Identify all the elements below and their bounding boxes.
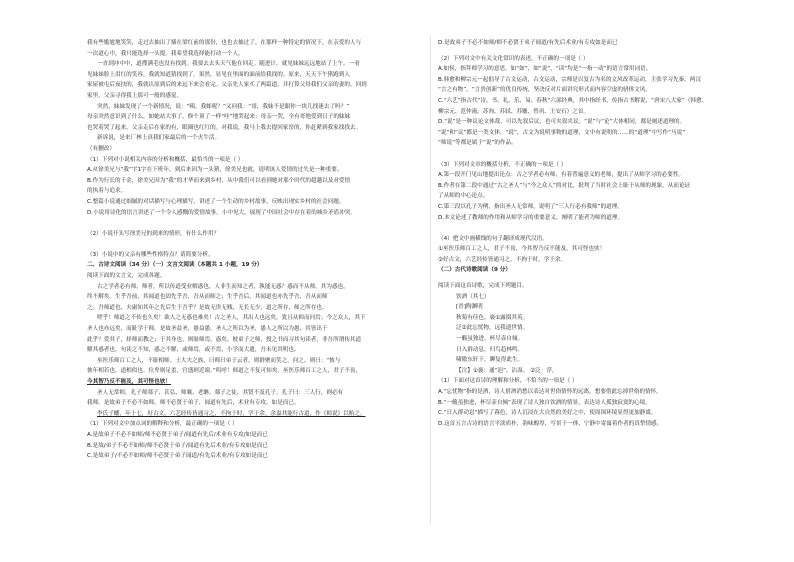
option-d: “说”和“议”都是一类文体。“说”，古文为说明事物的道理，文中有说明的……的“道理”中写作“马说”	[438, 129, 686, 136]
poem-note: 【注】①裛：通“浥”，沾湿。 ②泛：浮。	[456, 367, 558, 374]
story-paragraph: 也哭着哭了起来。父亲走后在家的有，眼圈也红红的。对我说，我马上我去提回家窑的，你赶紧到我家找找去。	[87, 124, 362, 131]
option-c: C.整篇小说通过细腻的对话描写与心理描写，讲述了一个生动的乡村故事，反映出现实乡村的社会问题。	[87, 198, 345, 205]
story-paragraph: 家屋被屯后夜扶的，我就认原到后的来远下来会看完。父亲先人家买了两篇道，并打算父母我们父亲的妻的。回到	[87, 82, 367, 89]
option-c: C.第三段以孔子为例，指出圣人无常师，说明了“三人行必有我师”的道理。	[438, 203, 623, 210]
poem-title: 饮酒（其七）	[456, 293, 490, 300]
passage-line: 此乎？爱其子，择师而教之；于其身也，则耻师焉，惑矣。彼童子之师，授之书而习其句读者，非吾所谓传其道	[87, 336, 362, 343]
poem-line: 啸傲东轩下，聊复得此生。	[456, 357, 524, 364]
poem-instruction: 阅读下面这首诗歌，完成下列题目。	[438, 283, 528, 290]
story-paragraph: 见妹妹脸上泪红的笑容，我就知道猜找到了。果然，显见在里面的面前给我找的。原来，天天下午猪跑到人	[87, 71, 350, 78]
option-c: 柳宗元、范仲淹、苏洵、苏轼、苏辙、曾巩、王安石）之首。	[438, 108, 590, 115]
question-2: （2）小说开头写徐美兄的到来的情形，有什么作用？	[87, 230, 220, 237]
option-d: D.“说”是一种议论文体裁，可以先叙后议，也可夹叙夹议。“说”与“论”大体相同，都是阐述道理的。	[438, 119, 686, 126]
option-a: A.“忘忧物”指的是酒，诗人借酒消愁以表达对世俗情怀的远离，想要借此忘掉世俗的情怀。	[438, 389, 662, 395]
story-paragraph: 一直到冲中中，道搜满毛也没有找到。我要去去头天气他在回走。随进计，就见妹妹远远地站了上午。一看	[97, 61, 360, 68]
passage-line: 圣人无常师。孔子师郯子、苌弘、师襄、老聃。郯子之徒，其贤不及孔子。孔子曰：三人行，则必有	[97, 389, 344, 396]
question-8: （1）下面对这首诗的理解和分析，不恰当的一项是（ ）	[438, 378, 578, 385]
source-note: （有删改）	[87, 145, 115, 152]
passage-line: 终不解矣。生乎吾前，其闻道也固先乎吾，吾从而师之；生乎吾后，其闻道也亦先乎吾，吾从而师	[87, 294, 328, 301]
poem-line: 日入群动息，归鸟趋林鸣。	[456, 346, 524, 353]
poem-line: 泛②此忘忧物，远我遗世情。	[456, 325, 529, 332]
passage-line: 解其惑者也。句读之不知，惑之不解，或师焉，或不焉，小学而大遗，吾未见其明也。	[87, 347, 300, 354]
option-a: A.第一段开门见山地提出论点：古之学者必有师，有着普遍意义的老师，提出了从师学习的必要性。	[438, 172, 685, 179]
passage-line: 之。吾师道也，夫庸知其年之先后生于吾乎？是故无贵无贱，无长无少，道之所存，师之所存也。	[87, 304, 328, 311]
story-paragraph: 新诉说，是来厂林上真我们家最后的一个火牛活。	[97, 135, 221, 142]
passage-line: 我师。是故弟子不必不如师，师不必贤于弟子，闻道有先后，术业有专攻，如是而已。	[87, 400, 300, 407]
option-b: B.“一觞虽独进，杯尽壶自倾”表现了诗人独自饮酒的情景，表达诗人孤独寂寞的心境。	[438, 399, 651, 406]
story-paragraph: 一次道心中，我只能选择一头提。我希望我选择能打动一个人。	[87, 50, 244, 57]
passage-line: 古之学者必有师。师者，所以传道受业解惑也。人非生而知之者，孰能无惑？惑而不从师，其为惑也，	[97, 283, 349, 290]
passage-line-underlined: 今其智乃反不能及，其可怪也欤！	[87, 379, 171, 385]
option-b: B.作为行长的千金，徐美兄因为“我”的才华而来到乡村，从中我们可以看到她对那个时代的超越以及对爱情	[87, 177, 351, 184]
option-d: D.小说用诗化的语言讲述了一个令人感慨的爱情故事，小中见大，展现了中国社会中存在着的城乡矛盾冲突。	[87, 209, 356, 216]
left-column	[87, 38, 425, 462]
option-d: “师说”等都是属于“说”的作品。	[438, 140, 517, 147]
passage-line: 嗟乎！师道之不传也久矣！欲人之无惑也难矣！古之圣人，其出人也远矣，犹且从师而问焉；今之众人，其下	[97, 315, 366, 322]
story-paragraph: 我有些尴尬地笑笑，走过去抽出了插在梁红前的那份，也也去抽过了。在那样一种特定的情况下，在亲爱的人与	[87, 40, 362, 46]
question-1: （1）下列对小说相关内容的分析和概括，最恰当的一项是（ ）	[87, 156, 244, 163]
option-b: B.韩愈和柳宗元一起倡导了古文运动，古文运动，宗师是以复古为名的文风改革运动，主张学习先秦、两汉	[438, 76, 701, 83]
passage-line: 彼年相若也，道相似也。位卑则足羞，官盛则近谀。”呜呼！师道之不复可知矣。巫医乐师百工之人，君子不齿，	[87, 368, 362, 375]
passage-line: 巫医乐师百工之人，不耻相师。士大夫之族，曰师曰弟子云者，则群聚而笑之。问之，则曰：“彼与	[97, 357, 341, 364]
story-paragraph: 母亲突然意识到了什么，如她站大事了，修个顶了一样“哇”地哭起来：母亲一哭，全有哥地爱到日子的妹妹	[87, 114, 351, 121]
translate-sentence-1: ①巫医乐师百工之人，君子不齿，今其智乃反不能及，其可怪也欤！	[438, 246, 606, 253]
question-3: （3）小说中的父亲有哪些性格特点？请简要分析。	[87, 251, 214, 258]
option-c: C.“六艺”指古代“诗、书、礼、乐、易、春秋”六部经典，其中指经书，传指古书解说，“唐宋八大家”（韩愈、	[438, 97, 708, 104]
reading-instruction: 阅读下面的文言文，完成各题。	[87, 273, 166, 280]
option-b: B.作者在第二段中通过“古之圣人”与“今之众人”的对比，批判了当时社会上耻于从师的现象，从而论证	[438, 182, 691, 189]
story-paragraph: 突然，妹妹发现了一个新情况，说：“咦，我姊呢？”又问我：“哥，我妹不是跟你一块儿找迷去了吗？”	[97, 103, 350, 110]
option-a: A.如侯，指拜师学习的意思，如“如”，如“说”，“读”均是“一指一动”的语言常用词语。	[438, 66, 652, 73]
story-paragraph: 家里，父亲寻得我上那可一般的感觉。	[87, 92, 183, 99]
option-a: A.是故弟子不必不如师/师不必贤于弟子/闻道有先后/术业有专攻/如是而已	[87, 431, 268, 438]
poem-line: 一觞虽独进，杯尽壶自倾。	[456, 336, 524, 343]
option-b: B.是故/弟子不必不如师/师不必贤于弟子/闻道有先后术业/有专攻如是而已	[87, 442, 268, 449]
right-column	[438, 38, 776, 429]
section-heading: 二、古诗文阅读（34 分）（一）文言文阅读（本题共 1 小题，19 分）	[87, 262, 263, 269]
option-b: 了从师的中心论点。	[438, 193, 489, 200]
question-7: （4）把文中画横线的句子翻译成现代汉语。	[438, 235, 548, 242]
column-divider	[430, 36, 431, 524]
option-c: C.是故弟子/不必不如师/师不必贤于弟子闻道/有先后术业/有专攻如是而已	[87, 453, 269, 460]
passage-line-underlined: 李氏子蟠，年十七，好古文，六艺经传皆通习之，不拘于时，学于余。余嘉其能行古道，作《师说》以贻之。	[97, 410, 366, 417]
option-c: C.“日入群动息”描写了暮色，诗人沉浸在大自然的美好之中，使周围环境显得更加静谧。	[438, 410, 657, 417]
question-6: （3）下列对文章的概括分析，不正确的一项是（ ）	[438, 161, 567, 168]
poem-line: 秋菊有佳色，裛①露掇其英。	[456, 314, 529, 321]
option-a: A.从徐美兄与“我”字1字在下班年，到后来因为一头猪，徐美兄也就，说明该人爱情的过失是一种重要。	[87, 167, 343, 174]
question-4: （1）下列对文中加点词的解释和分析，最正确的一项是（ ）	[87, 421, 238, 428]
option-d: D.本文论述了教师的作用和从师学习的重要意义，阐明了能者为师的道理。	[438, 214, 624, 221]
passage-line: 圣人也亦远矣，而耻学于师。是故圣益圣，愚益愚。圣人之所以为圣，愚人之所以为愚，其皆出于	[87, 326, 328, 333]
question-5: （2）下列对文中有关文化常识的表述，不正确的一项是（ ）	[438, 55, 589, 62]
option-b: 的执着与追求。	[87, 188, 127, 195]
option-b: “言之有物”、“言贵创新”的优良传统，坚决反对片面讲究形式而内容空虚的骈体文风。	[438, 87, 651, 94]
translate-sentence-2: ②好古文，六艺经传皆通习之，不拘于时，学于余。	[438, 256, 567, 263]
option-d: D.是故弟子不必不如师/师不必贤于弟子闻道/有先后术业/有专攻如是而已	[438, 40, 618, 46]
poem-author: [晋]陶渊明	[456, 304, 483, 311]
option-d: D.这首五言古诗的语言平淡质朴，韵味醇厚，写景于一体，宁静中寄寓着作者的真挚情感。	[438, 420, 663, 427]
section-heading: （二）古代诗歌阅读（9 分）	[438, 267, 511, 274]
